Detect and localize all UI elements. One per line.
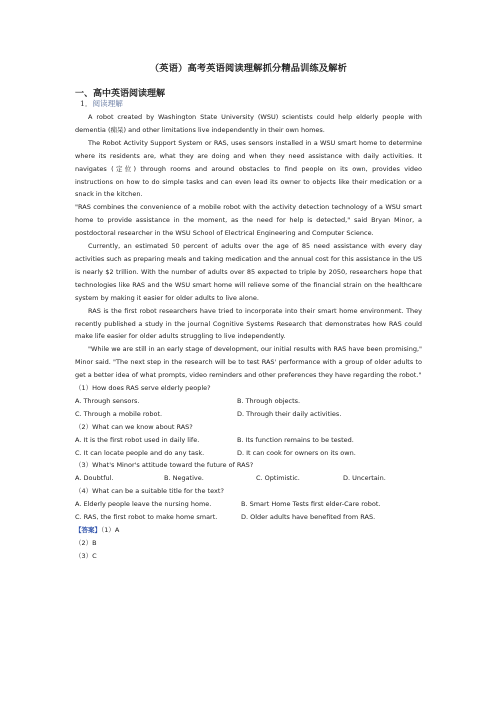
passage-paragraph: "While we are still in an early stage of development, our initial results with RAS have been promising," Minor said. "The next step in the research will be to test RAS' performance with a group of older adults to get a better idea of what prompts, video reminders and other preferences they have regarding the robot." [75,345,422,380]
option-b: B. Smart Home Tests first elder-Care robot. [241,500,381,509]
question-stem: （2）What can we know about RAS? [75,422,193,431]
options-row [75,395,422,408]
option-b: B. Through objects. [237,396,301,405]
option-a: A. Doubtful. [75,474,114,483]
option-d: D. Through their daily activities. [237,409,342,418]
option-d: D. Older adults have benefited from RAS. [241,513,376,522]
option-d: D. It can cook for owners on its own. [237,448,356,457]
options-row [75,498,422,511]
options-row [75,408,422,421]
options-row [75,447,422,460]
section-heading: 一、高中英语阅读理解 [75,89,166,99]
option-a: A. Through sensors. [75,396,140,405]
item-label: 阅读理解 [92,99,123,108]
option-c: C. RAS, the first robot to make home smart. [75,513,218,522]
passage-paragraph: "RAS combines the convenience of a mobile robot with the activity detection technology of a WSU smart home to provide assistance in the moment, as the need for help is detected," said Bryan Minor, a postdoctoral researcher in the WSU School of Electrical Engineering and Computer Science. [75,203,422,238]
passage-paragraph: A robot created by Washington State University (WSU) scientists could help elderly people with dementia (痴呆) and other limitations live independently in their own homes. [75,113,422,134]
option-c: C. It can locate people and do any task. [75,448,205,457]
option-b: B. Negative. [164,474,204,483]
item-number: 1． [80,99,93,108]
options-row [75,434,422,447]
option-c: C. Optimistic. [256,474,300,483]
option-c: C. Through a mobile robot. [75,409,163,418]
passage-paragraph: Currently, an estimated 50 percent of adults over the age of 85 need assistance with every day activities such as preparing meals and taking medication and the annual cost for this assistance in the US is nearly $2 trillion. With the number of adults over 85 expected to triple by 2050, researchers hope that technologies like RAS and the WSU smart home will relieve some of the financial strain on the healthcare system by making it easier for older adults to live alone. [75,242,422,302]
options-row [75,472,422,485]
reading-content [75,111,422,563]
answer-tag: 【答案】 [75,526,101,534]
option-b: B. Its function remains to be tested. [237,435,354,444]
option-d: D. Uncertain. [343,474,386,483]
passage-paragraph: The Robot Activity Support System or RAS, uses sensors installed in a WSU smart home to determine where its residents are, what they are doing and when they need assistance with daily activities. It navigates (定位) through rooms and around obstacles to find people on its own, provides video instructions on how to do simple tasks and can even lead its owner to objects like their medication or a snack in the kitchen. [75,138,422,199]
option-a: A. It is the first robot used in daily life. [75,435,200,444]
answer-2: （2）B [75,538,97,547]
item-heading [80,98,123,109]
question-stem: （4）What can be a suitable title for the text? [75,487,224,496]
question-stem: （3）What's Minor's attitude toward the future of RAS? [75,461,254,470]
document-title: （英语）高考英语阅读理解抓分精品训练及解析 [149,63,348,74]
passage-paragraph: RAS is the first robot researchers have tried to incorporate into their smart home environment. They recently published a study in the journal Cognitive Systems Research that demonstrates how RAS could make life easier for older adults struggling to live independently. [75,306,422,341]
options-row [75,511,422,524]
option-a: A. Elderly people leave the nursing home. [75,500,212,509]
question-stem: （1）How does RAS serve elderly people? [75,384,211,393]
answer-line [75,524,422,537]
answer-1: （1）A [101,526,120,534]
answer-3: （3）C [75,551,97,560]
